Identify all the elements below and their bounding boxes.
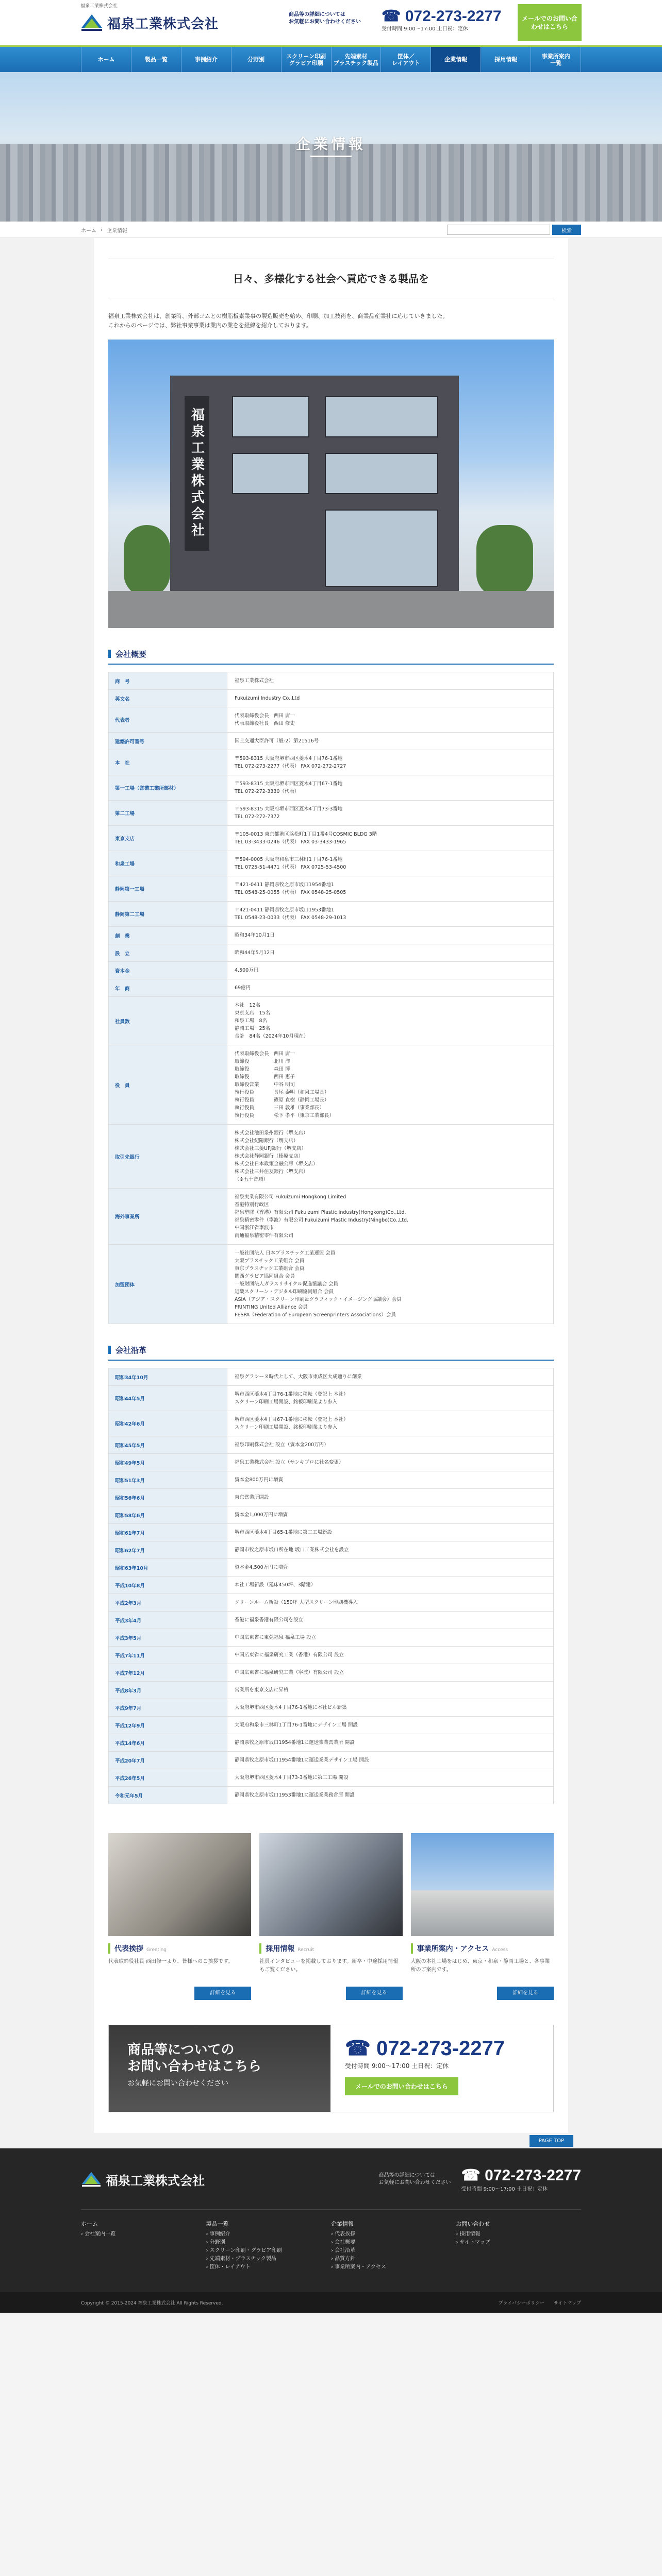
- footer-col-heading[interactable]: 製品一覧: [206, 2221, 229, 2227]
- row-value: クリーンルーム新設（150坪 大型スクリーン印刷機導入: [227, 1594, 554, 1612]
- nav-item[interactable]: ホーム: [81, 47, 131, 72]
- row-label: 昭和44年5月: [109, 1386, 227, 1411]
- history-row: [109, 1647, 554, 1664]
- row-label: 社員数: [109, 997, 227, 1045]
- overview-row: [109, 944, 554, 962]
- footer-col: [456, 2220, 582, 2272]
- history-row: [109, 1436, 554, 1454]
- row-label: 取引先銀行: [109, 1125, 227, 1189]
- contact-banner-right: [330, 2025, 553, 2112]
- row-value: 堺市西区菱木4丁目67-1番地に移転（登記上 本社） スクリーン印刷工場開設、銘板印刷業より参入: [227, 1411, 554, 1436]
- row-label: 平成7年11月: [109, 1647, 227, 1664]
- page-hero: [0, 72, 662, 222]
- site-header: [0, 0, 662, 45]
- row-label: 創 業: [109, 927, 227, 944]
- phone-icon: ☎: [461, 2167, 481, 2184]
- row-label: 昭和61年7月: [109, 1524, 227, 1541]
- panel-title: 代表挨拶: [114, 1945, 143, 1953]
- history-row: [109, 1411, 554, 1436]
- row-value: 福泉工業株式会社: [227, 672, 554, 690]
- overview-row: [109, 733, 554, 750]
- row-label: 平成12年9月: [109, 1717, 227, 1734]
- row-value: 国土交通大臣許可（般-2）第21516号: [227, 733, 554, 750]
- search-button[interactable]: 検索: [552, 225, 581, 235]
- footer-col-links[interactable]: › 事例紹介 › 分野別 › スクリーン印刷・グラビア印刷 › 先端素材・プラスチック製品 › 筐体・レイアウト: [206, 2231, 282, 2270]
- related-links: [108, 1833, 554, 2000]
- copyright-text: Copyright © 2015-2024 福泉工業株式会社 All Rights Reserved.: [81, 2300, 223, 2306]
- row-value: 代表取締役会長 西田 庸一 代表取締役社長 西田 修史: [227, 707, 554, 733]
- president-photo: [108, 1833, 251, 1936]
- footer-col-heading[interactable]: 企業情報: [331, 2221, 354, 2227]
- title-underline: [310, 156, 352, 157]
- history-row: [109, 1454, 554, 1471]
- history-row: [109, 1699, 554, 1717]
- panel-title: 採用情報: [266, 1945, 295, 1953]
- row-value: 香港に福泉香港有限公司を設立: [227, 1612, 554, 1629]
- contact-phone-number[interactable]: 072-273-2277: [376, 2037, 505, 2060]
- row-label: 昭和45年5月: [109, 1436, 227, 1454]
- tree-right: [476, 525, 533, 597]
- row-value: 本社 12名 東京支店 15名 和泉工場 8名 静岡工場 25名 合計 84名（2024年10月現在）: [227, 997, 554, 1045]
- panel-subtitle: Recruit: [297, 1947, 315, 1953]
- row-label: 昭和63年10月: [109, 1559, 227, 1577]
- site-search: [447, 225, 581, 235]
- row-label: 静岡第二工場: [109, 902, 227, 927]
- row-value: 大阪府和泉市三林町1丁目76-1番地にデザイン工場 開設: [227, 1717, 554, 1734]
- overview-row: [109, 927, 554, 944]
- history-row: [109, 1717, 554, 1734]
- row-label: 海外事業所: [109, 1189, 227, 1245]
- row-value: 営業所を東京支店に昇格: [227, 1682, 554, 1699]
- logo-mark-icon: [81, 2170, 102, 2189]
- overview-row: [109, 775, 554, 801]
- row-value: 資本金4,500万円に増資: [227, 1559, 554, 1577]
- tree-left: [124, 525, 170, 597]
- page-top-button[interactable]: PAGE TOP: [529, 2135, 573, 2147]
- row-label: 年 商: [109, 979, 227, 997]
- row-value: 昭和34年10月1日: [227, 927, 554, 944]
- overview-row: [109, 902, 554, 927]
- header-tagline: 福泉工業株式会社: [80, 4, 118, 9]
- history-row: [109, 1629, 554, 1647]
- office-photo: [411, 1833, 554, 1936]
- row-value: 大阪府堺市西区菱木4丁目76-1番地に本社ビル新築: [227, 1699, 554, 1717]
- panel-text: 代表取締役社長 西田修一より、皆様へのご挨拶です。: [108, 1959, 234, 1964]
- row-label: 平成20年7月: [109, 1752, 227, 1769]
- row-value: 中国広東省に東莞福泉 福泉工場 設立: [227, 1629, 554, 1647]
- row-label: 昭和34年10月: [109, 1368, 227, 1386]
- overview-row: [109, 1045, 554, 1125]
- footer-sitemap: [81, 2209, 581, 2272]
- logo-mark-icon: [80, 12, 103, 33]
- footer-col: [81, 2220, 206, 2272]
- row-label: 本 社: [109, 750, 227, 775]
- row-label: 代表者: [109, 707, 227, 733]
- access-panel: [411, 1833, 554, 2000]
- lead-heading: 日々、多様化する社会へ貢応できる製品を: [108, 259, 554, 298]
- history-row: [109, 1612, 554, 1629]
- row-label: 平成7年12月: [109, 1664, 227, 1682]
- history-row: [109, 1734, 554, 1752]
- history-row: [109, 1541, 554, 1559]
- row-value: 一般社団法人 日本プラスチック工業連盟 会員 大阪プラスチック工業組合 会員 東京プラスチック工業組合 会員 関西グラビア協同組合 会員 一般財団法人ガラスリサイクル促進協議会 会員 近畿スクリーン・デジタル印刷協同組合 会員 ASIA（アジア・スクリーン印刷＆グラフィック・イメージング協議会）会員 PRINTING United Alliance 会員 FESPA（Federation of European Screenprinters Associations）会員: [227, 1245, 554, 1324]
- row-value: 〒593-8315 大阪府堺市西区菱木4丁目67-1番地 TEL 072-272-3330（代表）: [227, 775, 554, 801]
- history-row: [109, 1524, 554, 1541]
- row-label: 平成9年7月: [109, 1699, 227, 1717]
- footer-col-links[interactable]: › 会社案内一覧: [81, 2231, 116, 2237]
- footer-phone[interactable]: 072-273-2277: [485, 2167, 581, 2184]
- global-nav: [0, 45, 662, 72]
- recruit-more-button[interactable]: 詳細を見る: [346, 1987, 403, 2000]
- row-label: 第二工場: [109, 801, 227, 826]
- row-label: 役 員: [109, 1045, 227, 1125]
- nav-item[interactable]: 事業所案内 一覧: [531, 47, 581, 72]
- row-value: 〒421-0411 静岡県牧之原市坂口1953番地1 TEL 0548-23-0033（代表） FAX 0548-29-1013: [227, 902, 554, 927]
- row-value: 〒421-0411 静岡県牧之原市坂口1954番地1 TEL 0548-25-0055（代表） FAX 0548-25-0505: [227, 876, 554, 902]
- page-title: 企業情報: [295, 135, 366, 152]
- row-label: 昭和42年6月: [109, 1411, 227, 1436]
- row-label: 資本金: [109, 962, 227, 979]
- site-footer: [0, 2148, 662, 2313]
- recruit-photo: [259, 1833, 402, 1936]
- history-row: [109, 1787, 554, 1804]
- overview-row: [109, 750, 554, 775]
- footer-logo[interactable]: [81, 2170, 205, 2189]
- copyright-bar: [0, 2292, 662, 2313]
- history-row: [109, 1368, 554, 1386]
- footer-note: 商品等の詳細については お気軽にお問い合わせください: [378, 2173, 451, 2185]
- footer-col-heading[interactable]: ホーム: [81, 2221, 98, 2227]
- phone-icon: ☎: [382, 8, 401, 25]
- overview-row: [109, 826, 554, 851]
- sitemap-link[interactable]: サイトマップ: [553, 2300, 581, 2306]
- access-more-button[interactable]: 詳細を見る: [497, 1987, 554, 2000]
- nav-item[interactable]: 採用情報: [481, 47, 531, 72]
- history-row: [109, 1577, 554, 1594]
- overview-row: [109, 979, 554, 997]
- panel-title: 事業所案内・アクセス: [417, 1945, 489, 1953]
- nav-item[interactable]: 企業情報: [431, 47, 481, 72]
- history-row: [109, 1682, 554, 1699]
- page-top-area: [0, 2133, 662, 2148]
- row-value: 大阪府堺市西区菱木4丁目73-3番地に第二工場 開設: [227, 1769, 554, 1787]
- parking-lot: [108, 591, 554, 628]
- row-label: 昭和62年7月: [109, 1541, 227, 1559]
- row-label: 第一工場（営業工業所部材）: [109, 775, 227, 801]
- overview-row: [109, 801, 554, 826]
- phone-icon: ☎: [345, 2037, 371, 2060]
- window: [325, 453, 438, 494]
- nav-item[interactable]: 先端素材 プラスチック製品: [332, 47, 382, 72]
- overview-row: [109, 707, 554, 733]
- greeting-more-button[interactable]: 詳細を見る: [194, 1987, 251, 2000]
- nav-item[interactable]: 事例紹介: [181, 47, 231, 72]
- row-label: 平成2年3月: [109, 1594, 227, 1612]
- breadcrumb-home[interactable]: ホーム: [81, 228, 96, 234]
- header-contact-note: 商品等の詳細については お気軽にお問い合わせください: [289, 12, 361, 25]
- business-hours: 受付時間 9:00～17:00 土日祝：定休: [382, 26, 468, 32]
- footer-company-name: 福泉工業株式会社: [106, 2173, 205, 2188]
- row-value: 東京営業所開設: [227, 1489, 554, 1506]
- row-label: 東京支店: [109, 826, 227, 851]
- overview-row: [109, 851, 554, 876]
- row-value: 中国広東省に福泉研究工業（寧波）有限公司 設立: [227, 1664, 554, 1682]
- row-value: 静岡市牧之原市坂口所在地 坂口工業株式会社を設立: [227, 1541, 554, 1559]
- contact-hours: 受付時間 9:00～17:00 土日祝：定休: [345, 2062, 449, 2070]
- row-value: 〒593-8315 大阪府堺市西区菱木4丁目73-3番地 TEL 072-272-7372: [227, 801, 554, 826]
- row-value: 堺市西区菱木4丁目76-1番地に移転（登記上 本社） スクリーン印刷工場開設、銘板印刷業より参入: [227, 1386, 554, 1411]
- row-value: 福泉実業有限公司 Fukuizumi Hongkong Limited 香港特別行政区 福泉塑膠（香港）有限公司 Fukuizumi Plastic Industry(Hongkong)Co.,Ltd. 福泉精密零件（寧波）有限公司 Fukuizumi Plastic Industry(Ningbo)Co.,Ltd. 中国浙江省寧波市 南通福泉精密零件有限公司: [227, 1189, 554, 1245]
- company-overview-table: [108, 672, 554, 1324]
- row-value: 〒594-0005 大阪府和泉市三林町1丁目76-1番地 TEL 0725-51-4471（代表） FAX 0725-53-4500: [227, 851, 554, 876]
- site-logo[interactable]: [80, 12, 219, 33]
- row-label: 令和元年5月: [109, 1787, 227, 1804]
- row-value: 中国広東省に福泉研究工業（香港）有限公司 設立: [227, 1647, 554, 1664]
- row-label: 静岡第一工場: [109, 876, 227, 902]
- row-value: 静岡県牧之原市坂口1954番地1に運送業業デザイン工場 開設: [227, 1752, 554, 1769]
- footer-col-links[interactable]: › 代表挨拶 › 会社概要 › 会社沿革 › 品質方針 › 事業所案内・アクセス: [331, 2231, 386, 2270]
- row-value: 4,500万円: [227, 962, 554, 979]
- row-value: 静岡県牧之原市坂口1953番地1に運送業業務倉庫 開設: [227, 1787, 554, 1804]
- footer-col-links[interactable]: › 採用情報 › サイトマップ: [456, 2231, 490, 2245]
- history-row: [109, 1386, 554, 1411]
- panel-text: 大阪の本社工場をはじめ、東京・和泉・静岡工場と、各事業所のご案内です。: [410, 1959, 550, 1973]
- overview-row: [109, 690, 554, 707]
- row-value: 福泉工業株式会社 設立（サンキプロに社名変更）: [227, 1454, 554, 1471]
- headquarters-photo: [108, 340, 554, 628]
- panel-text: 社員インタビューを掲載しております。新卒・中途採用情報もご覧ください。: [259, 1959, 399, 1973]
- contact-banner: [108, 2025, 554, 2112]
- history-row: [109, 1752, 554, 1769]
- panel-subtitle: Greeting: [146, 1947, 167, 1953]
- row-label: 加盟団体: [109, 1245, 227, 1324]
- row-value: 堺市西区菱木4丁目65-1番地に第二工場新設: [227, 1524, 554, 1541]
- footer-col: [206, 2220, 332, 2272]
- row-value: 昭和44年5月12日: [227, 944, 554, 962]
- breadcrumb-bar: [0, 222, 662, 238]
- company-history-table: [108, 1368, 554, 1804]
- row-value: 代表取締役会長 西田 庸一 取締役 北川 洋 取締役 森田 博 取締役 西田 恵子 取締役営業 中谷 明司 執行役員 長尾 泰明（和泉工場長） 執行役員 篠原 直樹（静岡工場長） 執行役員 三田 敦雄（事業部長） 執行役員 松下 孝平（東京工業部長）: [227, 1045, 554, 1125]
- row-value: 本社工場新設（延床450坪、3階建）: [227, 1577, 554, 1594]
- history-row: [109, 1664, 554, 1682]
- row-value: 静岡県牧之原市坂口1954番地1に運送業業営業所 開設: [227, 1734, 554, 1752]
- row-label: 平成14年6月: [109, 1734, 227, 1752]
- privacy-policy-link[interactable]: プライバシーポリシー: [498, 2300, 544, 2306]
- row-value: 69億円: [227, 979, 554, 997]
- recruit-panel: [259, 1833, 402, 2000]
- overview-row: [109, 1245, 554, 1324]
- history-row: [109, 1489, 554, 1506]
- row-value: 株式会社池田泉州銀行（堺支店） 株式会社紀陽銀行（堺支店） 株式会社三菱UFJ銀行（堺支店） 株式会社静岡銀行（榛原支店） 株式会社日本政策金融公庫（堺支店） 株式会社三井住友銀行（堺支店） （※五十音順）: [227, 1125, 554, 1189]
- row-label: 平成3年4月: [109, 1612, 227, 1629]
- row-value: 〒593-8315 大阪府堺市西区菱木4丁目76-1番地 TEL 072-273-2277（代表） FAX 072-272-2727: [227, 750, 554, 775]
- row-label: 平成8年3月: [109, 1682, 227, 1699]
- greeting-panel: [108, 1833, 251, 2000]
- history-heading: 会社沿革: [108, 1345, 554, 1361]
- row-label: 商 号: [109, 672, 227, 690]
- row-value: 〒105-0013 東京都港区浜松町1丁目1番4号COSMIC BLDG 3階 TEL 03-3433-0246（代表） FAX 03-3433-1965: [227, 826, 554, 851]
- window: [232, 453, 309, 494]
- history-row: [109, 1471, 554, 1489]
- history-row: [109, 1594, 554, 1612]
- entrance: [325, 510, 438, 587]
- mail-contact-button[interactable]: メールでのお問い合わせはこちら: [518, 4, 582, 41]
- nav-item[interactable]: 筐体／ レイアウト: [381, 47, 431, 72]
- building-sign: 福泉工業株式会社: [185, 396, 209, 551]
- overview-heading: 会社概要: [108, 649, 554, 665]
- row-label: 英文名: [109, 690, 227, 707]
- row-value: 資本金800万円に増資: [227, 1471, 554, 1489]
- search-input[interactable]: [447, 225, 550, 235]
- breadcrumb-separator-icon: ›: [101, 227, 103, 233]
- header-phone[interactable]: [382, 7, 502, 32]
- overview-row: [109, 1189, 554, 1245]
- overview-row: [109, 962, 554, 979]
- phone-number: 072-273-2277: [405, 8, 502, 25]
- nav-item[interactable]: 分野別: [231, 47, 282, 72]
- row-label: 平成3年5月: [109, 1629, 227, 1647]
- history-row: [109, 1769, 554, 1787]
- footer-hours: 受付時間 9:00～17:00 土日祝：定休: [461, 2187, 548, 2192]
- contact-banner-left: [109, 2025, 330, 2112]
- row-value: 福泉印刷株式会社 設立（資本金200万円）: [227, 1436, 554, 1454]
- contact-mail-button[interactable]: メールでのお問い合わせはこちら: [345, 2077, 458, 2095]
- row-label: 平成26年5月: [109, 1769, 227, 1787]
- row-label: 昭和56年6月: [109, 1489, 227, 1506]
- row-label: 建築許可番号: [109, 733, 227, 750]
- overview-row: [109, 1125, 554, 1189]
- row-label: 和泉工場: [109, 851, 227, 876]
- headquarters-building: [170, 376, 459, 597]
- row-value: Fukuizumi Industry Co.,Ltd: [227, 690, 554, 707]
- nav-item[interactable]: スクリーン印刷 グラビア印刷: [282, 47, 332, 72]
- row-label: 昭和51年3月: [109, 1471, 227, 1489]
- row-label: 平成10年8月: [109, 1577, 227, 1594]
- window: [232, 396, 309, 437]
- window: [325, 396, 438, 437]
- history-row: [109, 1559, 554, 1577]
- row-value: 資本金1,000万円に増資: [227, 1506, 554, 1524]
- overview-row: [109, 672, 554, 690]
- overview-row: [109, 876, 554, 902]
- contact-banner-heading: 商品等についての お問い合わせはこちら: [127, 2042, 262, 2074]
- footer-col: [331, 2220, 456, 2272]
- panel-subtitle: Access: [492, 1947, 508, 1953]
- row-label: 昭和49年5月: [109, 1454, 227, 1471]
- row-value: 福泉グラシーヌ時代として、大阪市東成区大成通りに創業: [227, 1368, 554, 1386]
- contact-banner-sub: お気軽にお問い合わせください: [127, 2079, 228, 2088]
- company-name: 福泉工業株式会社: [107, 16, 219, 32]
- row-label: 昭和58年6月: [109, 1506, 227, 1524]
- main-content: [94, 238, 568, 2133]
- row-label: 設 立: [109, 944, 227, 962]
- breadcrumb-current: 企業情報: [107, 228, 127, 234]
- history-row: [109, 1506, 554, 1524]
- intro-text: 福泉工業株式会社は、創業時、外部ゴムとの樹脂板素業事の製造販売を始め、印刷、加工技術を、商業品産業社に応じていきました。 これからのページでは、弊社事業事業は業内の業をを経緯を紹介しております。: [108, 313, 449, 329]
- footer-col-heading[interactable]: お問い合わせ: [456, 2221, 490, 2227]
- overview-row: [109, 997, 554, 1045]
- nav-item[interactable]: 製品一覧: [131, 47, 181, 72]
